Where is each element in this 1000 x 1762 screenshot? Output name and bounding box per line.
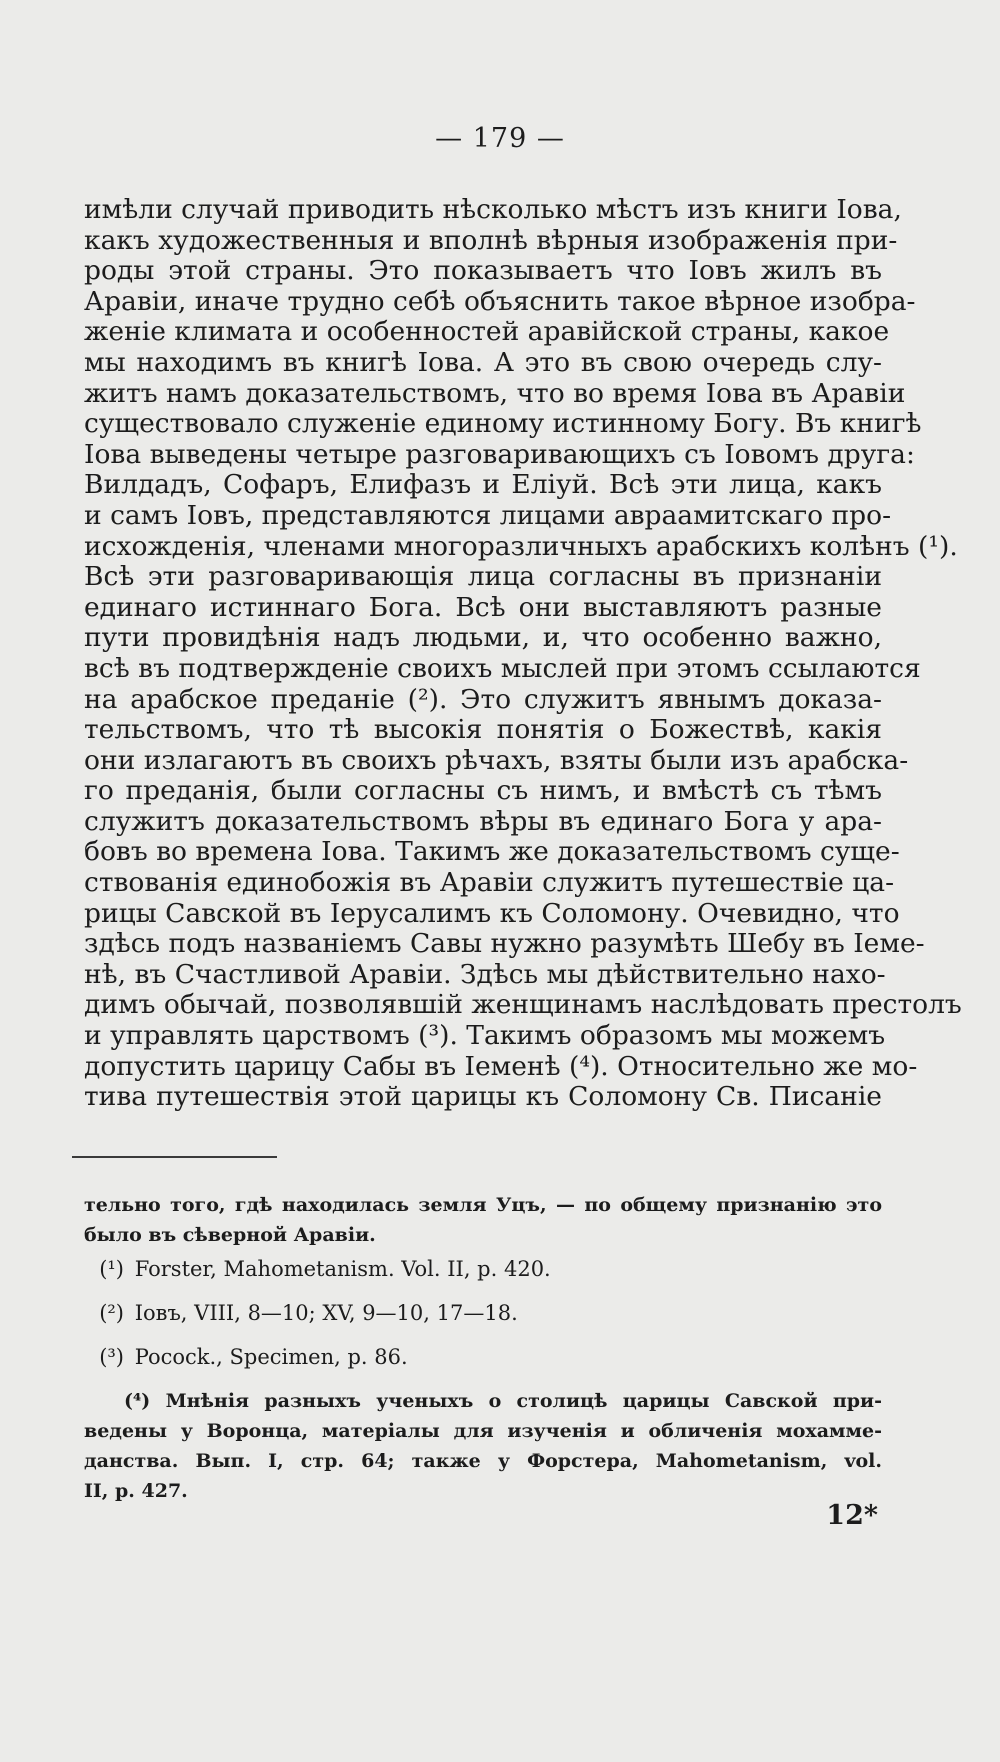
text-line: нѣ, въ Счастливой Аравіи. Здѣсь мы дѣйствительно нахо-	[84, 958, 886, 990]
text-line: житъ намъ доказательствомъ, что во время Іова въ Аравіи	[84, 377, 906, 409]
text-line: пути провидѣнія надъ людьми, и, что особенно важно,	[84, 622, 882, 654]
text-line: исхожденія, членами многоразличныхъ арабскихъ колѣнъ (¹).	[84, 530, 958, 562]
text-line: го преданія, были согласны съ нимъ, и вмѣстѣ съ тѣмъ	[84, 775, 882, 807]
text-line: они излагаютъ въ своихъ рѣчахъ, взяты были изъ арабска-	[84, 744, 909, 776]
text-line: бовъ во времена Іова. Такимъ же доказательствомъ суще-	[84, 836, 900, 868]
text-line: рицы Савской въ Іерусалимъ къ Соломону. Очевидно, что	[84, 897, 900, 929]
page-number: — 179 —	[435, 123, 565, 154]
text-line: Вилдадъ, Софаръ, Елифазъ и Еліуй. Всѣ эти лица, какъ	[84, 469, 882, 501]
text-line: на арабское преданіе (²). Это служитъ явнымъ доказа-	[84, 683, 882, 715]
footnote-4-line	[84, 1386, 882, 1416]
text-line: единаго истиннаго Бога. Всѣ они выставляютъ разные	[84, 591, 882, 623]
footnote-continuation-line: тельно того, гдѣ находилась земля Уцъ, — по общему признанію это	[84, 1194, 882, 1216]
footnote-separator	[72, 1156, 277, 1158]
text-line: всѣ въ подтвержденіе своихъ мыслей при этомъ ссылаются	[84, 652, 921, 684]
text-line: Аравіи, иначе трудно себѣ объяснить такое вѣрное изобра-	[84, 285, 916, 317]
footnote-3	[84, 1342, 882, 1373]
text-line: женіе климата и особенностей аравійской страны, какое	[84, 316, 890, 348]
text-line: и самъ Іовъ, представляются лицами авраамитскаго про-	[84, 499, 892, 531]
text-line: мы находимъ въ книгѣ Іова. А это въ свою очередь слу-	[84, 346, 882, 378]
text-line: тива путешествія этой царицы къ Соломону Св. Писаніе	[84, 1081, 882, 1113]
text-line: служитъ доказательствомъ вѣры въ единаго Бога у ара-	[84, 805, 882, 837]
text-line: димъ обычай, позволявшій женщинамъ наслѣдовать престолъ	[84, 989, 962, 1021]
text-line: роды этой страны. Это показываетъ что Іовъ жилъ въ	[84, 255, 882, 287]
footnote-1	[84, 1254, 882, 1285]
text-line: Всѣ эти разговаривающія лица согласны въ признаніи	[84, 561, 882, 593]
footnote-marker: (⁴)	[124, 1390, 151, 1412]
footnote-4-line: II, p. 427.	[84, 1480, 188, 1502]
text-line: существовало служеніе единому истинному Богу. Въ книгѣ	[84, 408, 922, 440]
text-line: Іова выведены четыре разговаривающихъ съ Іовомъ друга:	[84, 438, 915, 470]
text-line: допустить царицу Сабы въ Іеменѣ (⁴). Относительно же мо-	[84, 1050, 918, 1082]
text-line: какъ художественныя и вполнѣ вѣрныя изображенія при-	[84, 224, 898, 256]
footnote-text: Мнѣнія разныхъ ученыхъ о столицѣ царицы Савской при-	[165, 1390, 883, 1412]
text-line: тельствомъ, что тѣ высокія понятія о Божествѣ, какія	[84, 714, 882, 746]
footnote-continuation-line: было въ сѣверной Аравіи.	[84, 1224, 376, 1246]
text-line: имѣли случай приводить нѣсколько мѣстъ изъ книги Іова,	[84, 194, 902, 225]
text-line: здѣсь подъ названіемъ Савы нужно разумѣть Шебу въ Іеме-	[84, 928, 925, 960]
footnote-text: Forster, Mahometanism. Vol. II, p. 420.	[134, 1257, 551, 1281]
text-line: и управлять царствомъ (³). Такимъ образомъ мы можемъ	[84, 1020, 886, 1052]
footnote-marker: (¹)	[99, 1257, 124, 1281]
footnote-text: Pocock., Specimen, p. 86.	[134, 1345, 408, 1369]
signature-mark: 12*	[826, 1500, 878, 1531]
footnote-continuation	[84, 1190, 882, 1250]
footnote-4-line: ведены у Воронца, матеріалы для изученія и обличенія мохамме-	[84, 1420, 882, 1442]
footnote-marker: (²)	[99, 1301, 124, 1325]
footnote-text: Іовъ, VIII, 8—10; XV, 9—10, 17—18.	[134, 1301, 518, 1325]
footnote-marker: (³)	[99, 1345, 124, 1369]
footnote-2	[84, 1298, 882, 1329]
text-line: ствованія единобожія въ Аравіи служитъ путешествіе ца-	[84, 867, 895, 899]
body-text	[84, 194, 962, 1113]
footnote-4-line: данства. Вып. I, стр. 64; также у Форстера, Mahometanism, vol.	[84, 1450, 882, 1472]
footnotes	[84, 1254, 882, 1506]
footnote-4	[84, 1386, 882, 1506]
